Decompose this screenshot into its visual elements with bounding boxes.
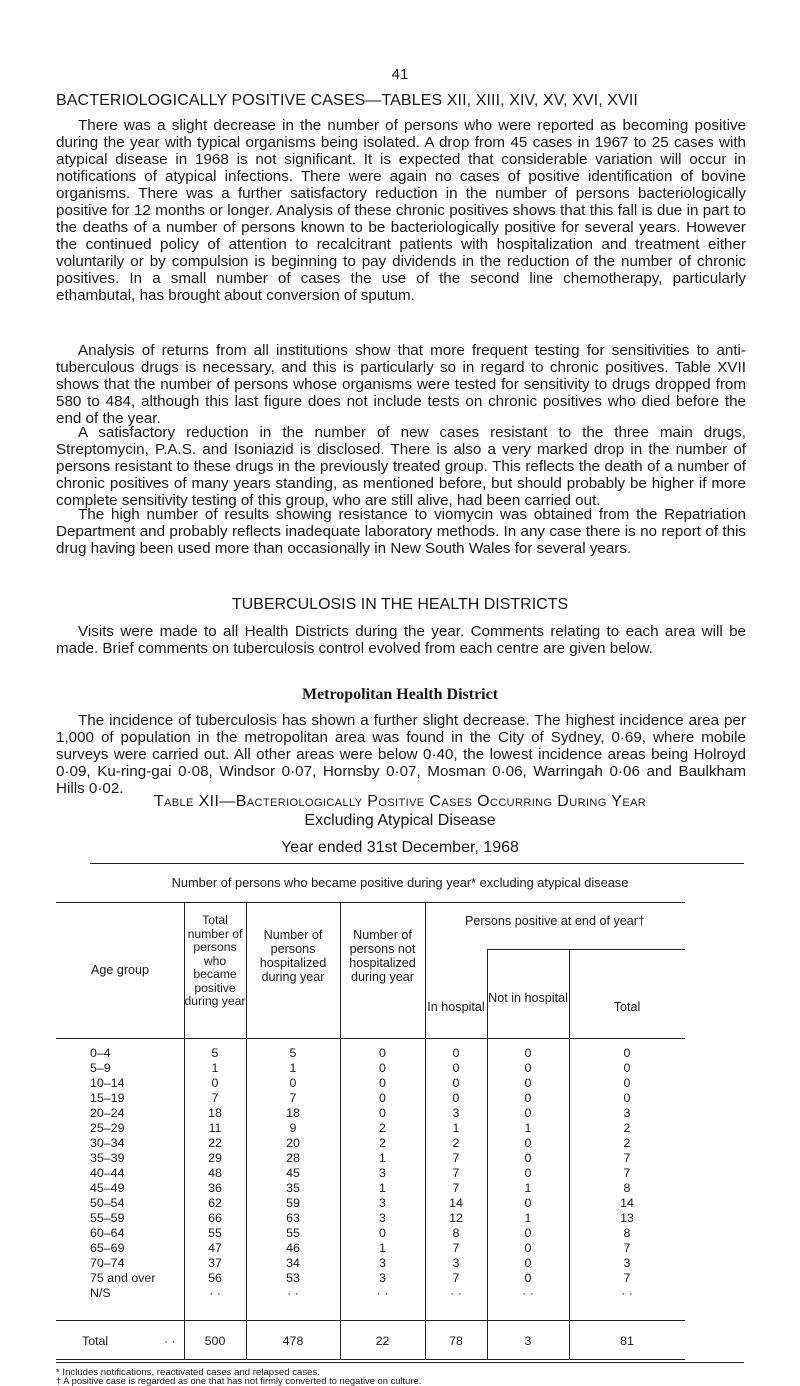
table-cell-c1: 22 — [208, 1136, 222, 1150]
table-cell-c2: 28 — [286, 1151, 300, 1165]
total-cell: 81 — [620, 1334, 634, 1348]
table-cell-c2: 7 — [289, 1091, 297, 1105]
table-cell-c1: 37 — [208, 1256, 222, 1270]
table-cell-c3: 0 — [379, 1091, 386, 1105]
footnote-dagger: † A positive case is regarded as one that has not firmly converted to negative on culture. — [56, 1375, 422, 1386]
table-cell-c6: 0 — [623, 1076, 631, 1090]
table-cell-c5: 0 — [524, 1271, 532, 1285]
table-cell-c2: 0 — [289, 1076, 297, 1090]
age-group-cell: 15–19 — [90, 1091, 125, 1105]
age-group-cell: 35–39 — [90, 1151, 125, 1165]
table-subtitle: Excluding Atypical Disease — [304, 812, 496, 829]
age-group-cell: 75 and over — [90, 1271, 156, 1285]
total-cell: 478 — [282, 1334, 304, 1348]
table-cell-c4: 7 — [452, 1241, 460, 1255]
table-cell-c5: 0 — [524, 1106, 532, 1120]
table-cell-c5: 1 — [524, 1211, 532, 1225]
footnote-star: * Includes notifications, reactivated cases and relapsed cases. — [56, 1367, 320, 1378]
table-cell-c2: 63 — [286, 1211, 300, 1225]
table-caption: Number of persons who became positive during year* excluding atypical disease — [171, 875, 629, 890]
table-cell-c5: 0 — [524, 1166, 532, 1180]
table-cell-c4: 1 — [452, 1121, 460, 1135]
paragraph-sensitivity-testing: Analysis of returns from all institutions show that more frequent testing for sensitivities to anti-tuberculous drugs is necessary, and this is particularly so in regard to chronic positives. Table XVII shows that the number of persons whose organisms were tested for sensitivity to drugs dropped from 580 to 484, although this last figure does not include tests on chronic positives who died before the end of the year. — [56, 342, 746, 427]
table-cell-c1: 66 — [208, 1211, 222, 1225]
top-rule — [90, 863, 744, 864]
age-group-cell: 65–69 — [90, 1241, 125, 1255]
table-cell-c4: 0 — [452, 1091, 460, 1105]
table-cell-c3: 3 — [379, 1196, 386, 1210]
table-cell-c5: 0 — [524, 1076, 532, 1090]
section-heading: BACTERIOLOGICALLY POSITIVE CASES—TABLES XII, XIII, XIV, XV, XVI, XVII — [56, 92, 638, 109]
table-cell-c1: 29 — [208, 1151, 222, 1165]
table-cell-c2: 59 — [286, 1196, 300, 1210]
table-cell-c2: 9 — [289, 1121, 297, 1135]
table-cell-c6: 2 — [623, 1121, 631, 1135]
total-label: Total — [82, 1334, 109, 1348]
table-cell-c3: 2 — [379, 1136, 386, 1150]
table-cell-c5: 0 — [524, 1256, 532, 1270]
table-cell-c3: 1 — [379, 1151, 386, 1165]
table-cell-c5: · · — [522, 1286, 534, 1300]
table-cell-c2: 55 — [286, 1226, 300, 1240]
table-cell-c3: 3 — [379, 1271, 386, 1285]
table-cell-c2: 35 — [286, 1181, 300, 1195]
table-cell-c6: 0 — [623, 1091, 631, 1105]
table-cell-c2: 18 — [286, 1106, 300, 1120]
header-in-hospital: In hospital — [427, 1000, 485, 1014]
header-not-hospitalized: Number of persons not hospitalized during year — [349, 928, 416, 984]
table-cell-c1: 7 — [211, 1091, 219, 1105]
age-group-cell: 50–54 — [90, 1196, 125, 1210]
table-cell-c3: 0 — [379, 1076, 386, 1090]
table-cell-c4: 7 — [452, 1271, 460, 1285]
table-cell-c2: 20 — [286, 1136, 300, 1150]
table-cell-c6: 3 — [623, 1256, 631, 1270]
table-cell-c3: 0 — [379, 1046, 386, 1060]
table-cell-c1: 18 — [208, 1106, 222, 1120]
table-cell-c6: 7 — [623, 1271, 631, 1285]
paragraph-district-visits: Visits were made to all Health Districts during the year. Comments relating to each area will be made. Brief comments on tuberculosis control evolved from each centre are given below. — [56, 623, 746, 657]
table-cell-c5: 0 — [524, 1241, 532, 1255]
table-cell-c6: 3 — [623, 1106, 631, 1120]
age-group-cell: 55–59 — [90, 1211, 125, 1225]
table-cell-c4: 12 — [449, 1211, 463, 1225]
paragraph-chronic-positives: There was a slight decrease in the number of persons who were reported as becoming positive during the year with typical organisms being isolated. A drop from 45 cases in 1967 to 25 cases with atypical disease in 1968 is not significant. It is expected that considerable variation will occur in notifications of atypical infections. There were again no cases of positive identification of bovine organisms. There was a further satisfactory reduction in the number of persons bacteriologically positive for 12 months or longer. Analysis of these chronic positives shows that this fall is due in part to the deaths of a number of persons known to be bacteriologically positive for several years. However the continued policy of attention to recalcitrant patients with hospitalization and treatment either voluntarily or by compulsion is beginning to pay dividends in the reduction of the number of chronic positives. In a small number of cases the use of the second line chemotherapy, particularly ethambutal, has brought about conversion of sputum. — [56, 117, 746, 304]
age-group-cell: 40–44 — [90, 1166, 125, 1180]
table-cell-c6: 0 — [623, 1046, 631, 1060]
table-cell-c6: 2 — [623, 1136, 631, 1150]
table-cell-c5: 1 — [524, 1121, 532, 1135]
table-cell-c2: · · — [287, 1286, 299, 1300]
table-cell-c4: 8 — [452, 1226, 460, 1240]
table-cell-c1: 36 — [208, 1181, 222, 1195]
table-cell-c3: 1 — [379, 1181, 386, 1195]
table-cell-c4: 7 — [452, 1166, 460, 1180]
table-cell-c2: 45 — [286, 1166, 300, 1180]
age-group-cell: 25–29 — [90, 1121, 125, 1135]
age-group-cell: 30–34 — [90, 1136, 125, 1150]
table-cell-c4: 3 — [452, 1106, 460, 1120]
table-cell-c5: 0 — [524, 1091, 532, 1105]
table-cell-c4: 0 — [452, 1061, 460, 1075]
table-cell-c4: 2 — [452, 1136, 460, 1150]
age-group-cell: N/S — [90, 1286, 111, 1300]
subheader-line — [487, 949, 685, 950]
table-cell-c5: 0 — [524, 1226, 532, 1240]
table-cell-c6: 13 — [620, 1211, 634, 1225]
total-cell: 500 — [204, 1334, 226, 1348]
table-cell-c3: 0 — [379, 1061, 386, 1075]
bottom-rule — [56, 1362, 744, 1363]
table-cell-c6: 7 — [623, 1166, 631, 1180]
table-cell-c5: 0 — [524, 1046, 532, 1060]
age-group-cell: 5–9 — [90, 1061, 111, 1075]
age-group-cell: 20–24 — [90, 1106, 125, 1120]
table-cell-c4: 3 — [452, 1256, 460, 1270]
header-total-became: Total number of persons who became positive during year — [184, 913, 246, 1008]
header-positive-end-of-year: Persons positive at end of year† — [465, 914, 645, 928]
table-cell-c1: 11 — [208, 1121, 222, 1135]
table-title: Table XII—Bacteriologically Positive Cases Occurring During Year — [153, 793, 647, 810]
table-cell-c2: 46 — [286, 1241, 300, 1255]
page-number: 41 — [391, 66, 409, 83]
table-cell-c1: 56 — [208, 1271, 222, 1285]
table-cell-c2: 1 — [289, 1061, 297, 1075]
table-cell-c3: 2 — [379, 1121, 386, 1135]
age-group-cell: 60–64 — [90, 1226, 125, 1240]
table-cell-c3: 0 — [379, 1226, 386, 1240]
table-cell-c3: 1 — [379, 1241, 386, 1255]
header-not-in-hospital: Not in hospital — [488, 991, 568, 1005]
age-group-cell: 0–4 — [90, 1046, 111, 1060]
table-cell-c6: 8 — [623, 1181, 631, 1195]
table-cell-c6: 14 — [620, 1196, 634, 1210]
table-bottom-line — [56, 1359, 685, 1360]
paragraph-viomycin: The high number of results showing resistance to viomycin was obtained from the Repatriation Department and probably reflects inadequate laboratory methods. In any case there is no report of this drug having been used more than occasionally in New South Wales for several years. — [56, 506, 746, 557]
total-label-dots: · · — [164, 1334, 176, 1348]
table-cell-c1: 48 — [208, 1166, 222, 1180]
age-group-cell: 70–74 — [90, 1256, 125, 1270]
table-cell-c6: 7 — [623, 1151, 631, 1165]
table-cell-c5: 0 — [524, 1196, 532, 1210]
age-group-cell: 45–49 — [90, 1181, 125, 1195]
table-cell-c4: 0 — [452, 1076, 460, 1090]
table-cell-c4: 7 — [452, 1151, 460, 1165]
table-cell-c4: 14 — [449, 1196, 463, 1210]
header-bottom-line — [56, 1038, 685, 1039]
table-cell-c6: 8 — [623, 1226, 631, 1240]
table-cell-c4: 7 — [452, 1181, 460, 1195]
header-age-group: Age group — [90, 963, 150, 977]
table-cell-c3: 0 — [379, 1106, 386, 1120]
table-cell-c3: · · — [376, 1286, 389, 1300]
table-cell-c2: 34 — [286, 1256, 300, 1270]
heading-metropolitan: Metropolitan Health District — [301, 686, 499, 703]
table-cell-c2: 5 — [289, 1046, 297, 1060]
table-cell-c1: 5 — [211, 1046, 219, 1060]
table-cell-c6: 7 — [623, 1241, 631, 1255]
table-cell-c5: 0 — [524, 1151, 532, 1165]
total-top-line — [56, 1320, 685, 1321]
table-cell-c5: 0 — [524, 1136, 532, 1150]
table-cell-c1: 55 — [208, 1226, 222, 1240]
header-hospitalized: Number of persons hospitalized during year — [259, 928, 327, 984]
table-cell-c5: 1 — [524, 1181, 532, 1195]
table-cell-c1: 1 — [211, 1061, 219, 1075]
table-cell-c6: · · — [621, 1286, 633, 1300]
table-top-line — [56, 902, 685, 903]
total-cell: 22 — [375, 1334, 390, 1348]
table-cell-c1: 0 — [211, 1076, 219, 1090]
table-cell-c1: · · — [209, 1286, 221, 1300]
paragraph-metropolitan-incidence: The incidence of tuberculosis has shown a further slight decrease. The highest incidence area per 1,000 of population in the metropolitan area was found in the City of Sydney, 0·69, where mobile surveys were carried out. All other areas were below 0·40, the lowest incidence areas being Holroyd 0·09, Ku-ring-gai 0·08, Windsor 0·07, Hornsby 0·07, Mosman 0·06, Warringah 0·06 and Baulkham Hills 0·02. — [56, 712, 746, 797]
heading-health-districts: TUBERCULOSIS IN THE HEALTH DISTRICTS — [231, 596, 569, 613]
table-cell-c1: 62 — [208, 1196, 222, 1210]
table-cell-c2: 53 — [286, 1271, 300, 1285]
table-cell-c4: · · — [450, 1286, 462, 1300]
header-total: Total — [613, 1000, 641, 1014]
age-group-cell: 10–14 — [90, 1076, 125, 1090]
table-cell-c6: 0 — [623, 1061, 631, 1075]
table-cell-c3: 3 — [379, 1256, 386, 1270]
table-cell-c5: 0 — [524, 1061, 532, 1075]
total-cell: 3 — [524, 1334, 532, 1348]
table-period: Year ended 31st December, 1968 — [281, 839, 519, 856]
table-cell-c3: 3 — [379, 1166, 386, 1180]
table-cell-c1: 47 — [208, 1241, 222, 1255]
table-cell-c3: 3 — [379, 1211, 386, 1225]
table-cell-c4: 0 — [452, 1046, 460, 1060]
total-cell: 78 — [449, 1334, 463, 1348]
paragraph-resistance: A satisfactory reduction in the number of new cases resistant to the three main drugs, Streptomycin, P.A.S. and Isoniazid is disclosed. There is also a very marked drop in the number of persons resistant to these drugs in the previously treated group. This reflects the death of a number of chronic positives of many years standing, as mentioned before, but should probably be higher if more complete sensitivity testing of this group, who are still alive, had been carried out. — [56, 424, 746, 509]
